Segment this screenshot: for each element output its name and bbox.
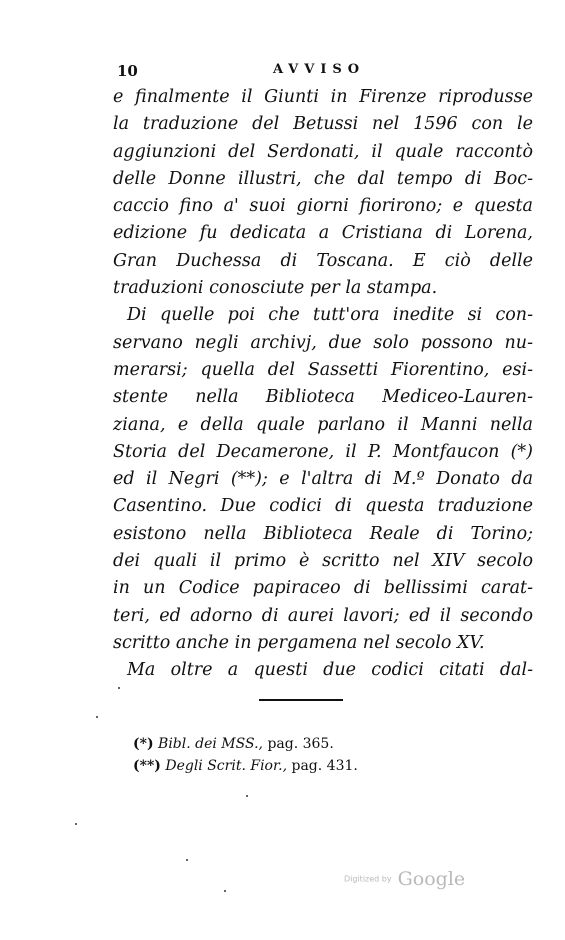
footnotes [133, 733, 453, 777]
footnote-mark: (**) [133, 758, 161, 774]
paper-speck [118, 687, 120, 689]
footnote-mark: (*) [133, 736, 154, 752]
text-line: caccio fino a' suoi giorni fiorirono; e questa [113, 196, 533, 217]
paper-speck [96, 716, 98, 718]
paper-speck [224, 890, 226, 892]
paper-speck [246, 795, 248, 797]
paper-speck [186, 859, 188, 861]
footnote-source: Bibl. dei MSS., [158, 736, 263, 752]
running-head [117, 62, 437, 84]
digitized-watermark [344, 868, 484, 896]
text-line: traduzioni conosciute per la stampa. [113, 278, 438, 299]
text-line: aggiunzioni del Serdonati, il quale raccontò [113, 141, 533, 162]
watermark-brand: Google [397, 868, 466, 890]
text-line: merarsi; quella del Sassetti Fiorentino, esi- [113, 359, 533, 380]
page-number: 10 [117, 62, 138, 80]
text-line: Ma oltre a questi due codici citati dal- [127, 660, 533, 681]
text-line: Storia del Decamerone, il P. Montfaucon (*) [113, 441, 533, 462]
text-line: dei quali il primo è scritto nel XIV secolo [113, 551, 533, 572]
text-line: stente nella Biblioteca Mediceo-Lauren- [113, 387, 533, 408]
text-line: e finalmente il Giunti in Firenze riprodusse [113, 87, 533, 107]
text-line: delle Donne illustri, che dal tempo di Boc- [113, 168, 533, 189]
paper-speck [75, 823, 77, 825]
footnote-page: pag. 431. [291, 758, 358, 774]
watermark-prefix: Digitized by [344, 874, 392, 884]
body-text [113, 84, 533, 685]
text-line: scritto anche in pergamena nel secolo XV. [113, 632, 485, 653]
footnote [133, 733, 453, 755]
text-line: servano negli archivj, due solo possono nu- [113, 332, 533, 353]
text-line: esistono nella Biblioteca Reale di Torino; [113, 523, 533, 544]
footnote [133, 755, 453, 777]
text-line: ed il Negri (**); e l'altra di M.º Donato da [113, 469, 533, 490]
footnote-divider [259, 699, 343, 701]
running-title: AVVISO [273, 62, 366, 77]
text-line: Di quelle poi che tutt'ora inedite si con- [127, 305, 533, 326]
text-line: la traduzione del Betussi nel 1596 con le [113, 114, 533, 135]
text-line: Gran Duchessa di Toscana. E ciò delle [113, 250, 533, 271]
text-line: ziana, e della quale parlano il Manni nella [113, 414, 533, 435]
text-line: edizione fu dedicata a Cristiana di Lorena, [113, 223, 533, 244]
text-line: teri, ed adorno di aurei lavori; ed il secondo [113, 605, 533, 626]
text-line: in un Codice papiraceo di bellissimi carat- [113, 578, 533, 599]
footnote-page: pag. 365. [267, 736, 334, 752]
footnote-source: Degli Scrit. Fior., [165, 758, 288, 774]
text-line: Casentino. Due codici di questa traduzione [113, 496, 533, 517]
